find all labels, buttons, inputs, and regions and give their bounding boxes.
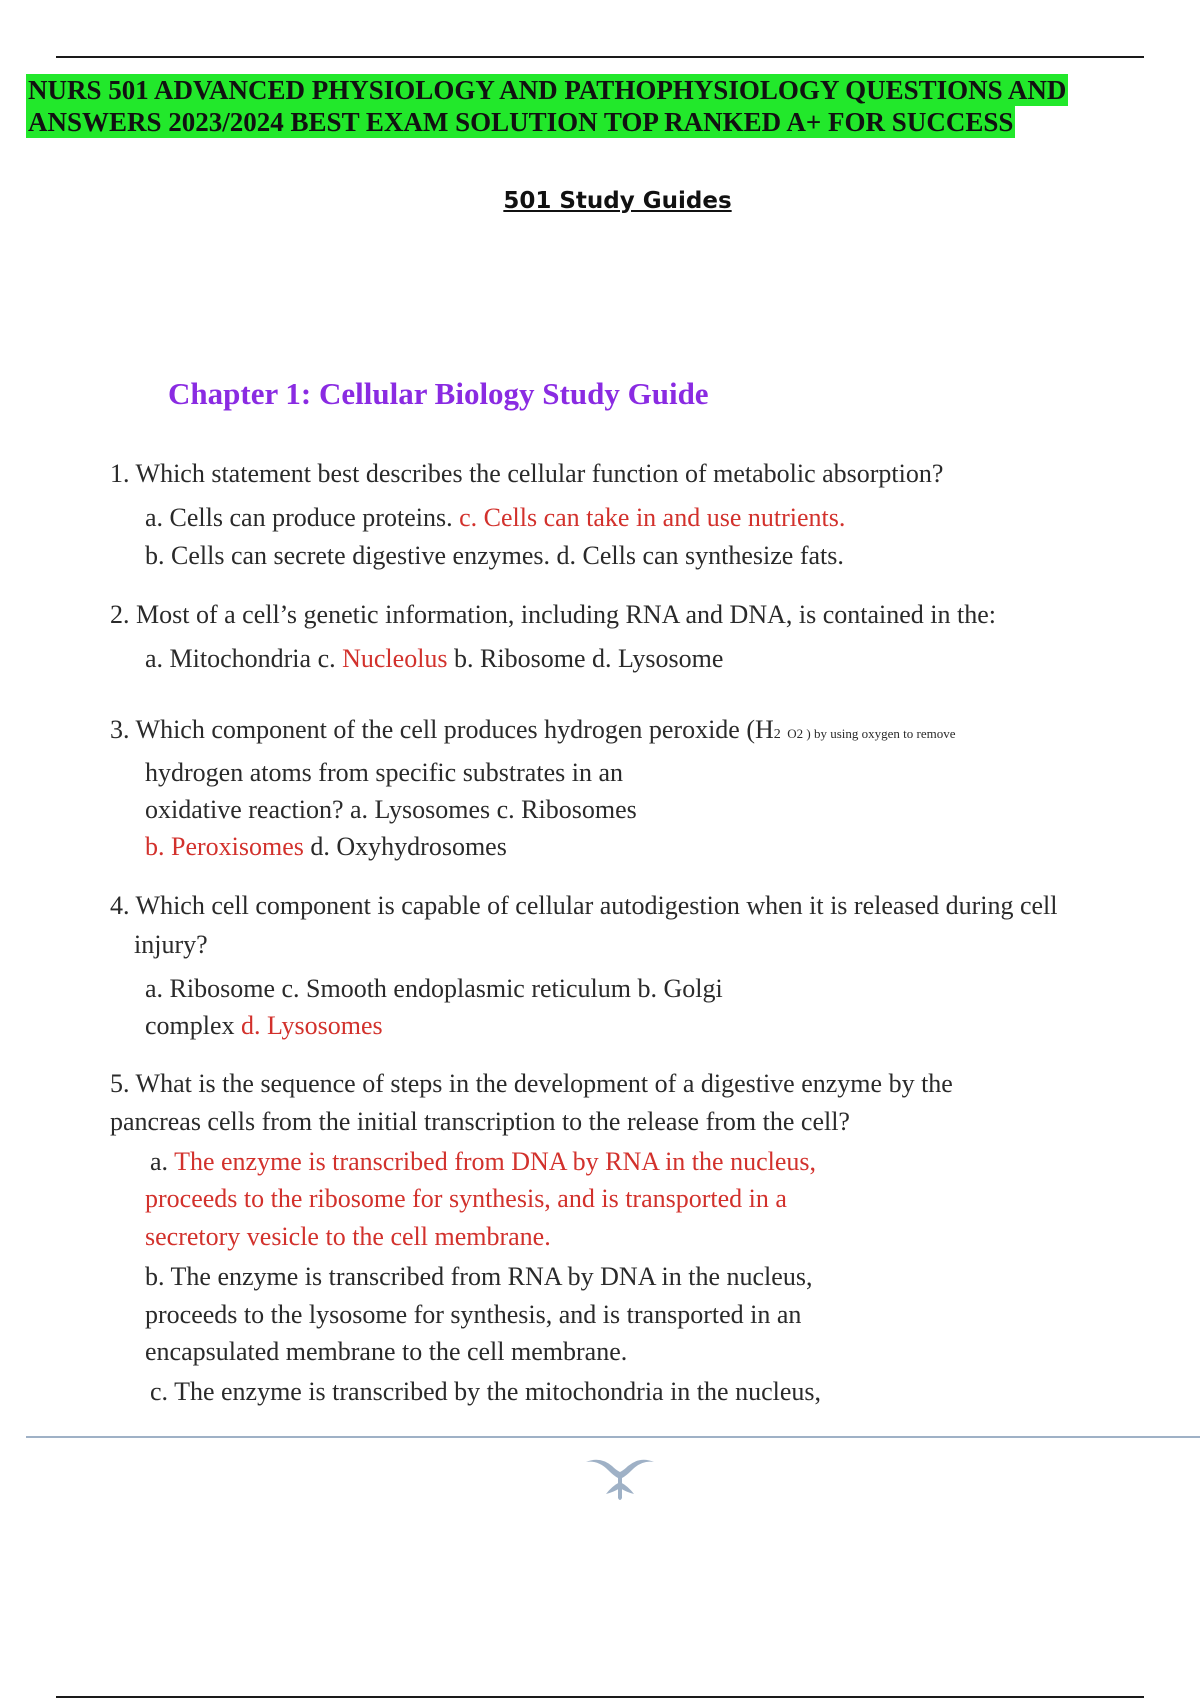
question-5-option-c-line-1: c. The enzyme is transcribed by the mitochondria in the nucleus, [150, 1377, 821, 1406]
question-5-answer-a-line-1 [150, 1146, 816, 1178]
question-4-options-row-1: a. Ribosome c. Smooth endoplasmic reticulum b. Golgi [145, 974, 723, 1003]
question-2-stem: 2. Most of a cell’s genetic information, including RNA and DNA, is contained in the: [110, 600, 997, 629]
title-banner-line-1: NURS 501 ADVANCED PHYSIOLOGY AND PATHOPHYSIOLOGY QUESTIONS AND [28, 75, 1067, 105]
question-1-options-row-1 [145, 502, 845, 534]
question-3-option-d: d. Oxyhydrosomes [310, 832, 507, 861]
question-1-stem: 1. Which statement best describes the cellular function of metabolic absorption? [110, 459, 944, 488]
question-3-stem [110, 714, 956, 751]
question-5-option-b-line-2: proceeds to the lysosome for synthesis, and is transported in an [145, 1300, 802, 1329]
question-4-options-row-2 [145, 1010, 383, 1042]
question-2-answer-c: Nucleolus [342, 644, 448, 673]
question-5-stem-line-2: pancreas cells from the initial transcription to the release from the cell? [110, 1107, 850, 1136]
question-3-stem-small: O2 ) by using oxygen to remove [787, 726, 956, 741]
question-2-options [145, 643, 723, 675]
leaf-logo-icon [582, 1452, 658, 1504]
question-3-subscript: 2 [773, 727, 781, 742]
question-5-option-a-label: a. [150, 1147, 169, 1176]
question-5-option-b-line-1: b. The enzyme is transcribed from RNA by DNA in the nucleus, [145, 1262, 813, 1291]
question-3-stem-text: 3. Which component of the cell produces hydrogen peroxide (H [110, 715, 774, 744]
page-subtitle: 501 Study Guides [503, 188, 732, 214]
question-5-answer-a-line-3: secretory vesicle to the cell membrane. [145, 1222, 551, 1251]
title-banner-line-2: ANSWERS 2023/2024 BEST EXAM SOLUTION TOP RANKED A+ FOR SUCCESS [28, 107, 1014, 137]
question-4-answer-d: d. Lysosomes [241, 1011, 383, 1040]
top-rule [56, 56, 1144, 58]
question-3-line-3: oxidative reaction? a. Lysosomes c. Ribosomes [145, 795, 637, 824]
question-4-option-b-cont: complex [145, 1011, 235, 1040]
question-5-option-b-line-3: encapsulated membrane to the cell membrane. [145, 1337, 628, 1366]
question-5-stem-line-1: 5. What is the sequence of steps in the development of a digestive enzyme by the [110, 1069, 953, 1098]
question-3-answer-b: b. Peroxisomes [145, 832, 304, 861]
bottom-rule [56, 1696, 1144, 1698]
footer-rule [26, 1436, 1200, 1438]
question-4-stem-line-1: 4. Which cell component is capable of cellular autodigestion when it is released during cell [110, 891, 1058, 920]
question-2-options-bd: b. Ribosome d. Lysosome [454, 644, 724, 673]
question-3-line-4 [145, 831, 507, 863]
question-2-option-a: a. Mitochondria c. [145, 644, 336, 673]
question-1-option-a: a. Cells can produce proteins. [145, 503, 453, 532]
question-5-answer-a-line-2: proceeds to the ribosome for synthesis, and is transported in a [145, 1184, 787, 1213]
chapter-title: Chapter 1: Cellular Biology Study Guide [168, 376, 709, 411]
question-1-answer-c: c. Cells can take in and use nutrients. [459, 503, 846, 532]
question-1-options-row-2: b. Cells can secrete digestive enzymes. d. Cells can synthesize fats. [145, 541, 844, 570]
question-4-stem-line-2: injury? [134, 930, 208, 959]
question-3-line-2: hydrogen atoms from specific substrates in an [145, 758, 623, 787]
question-5-answer-a-text: The enzyme is transcribed from DNA by RNA in the nucleus, [174, 1147, 816, 1176]
